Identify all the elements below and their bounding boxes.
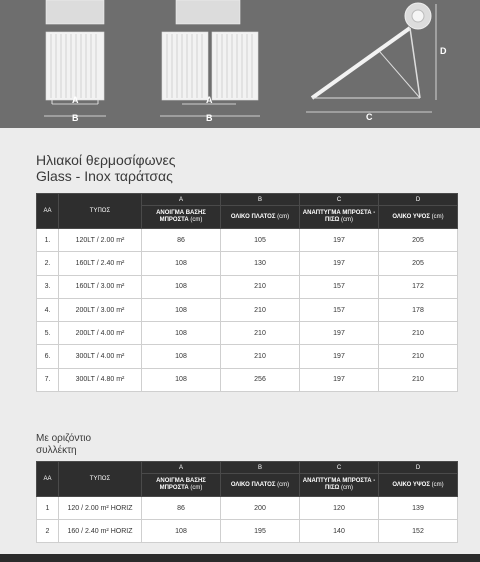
- header-col-b: ΟΛΙΚΟ ΠΛΑΤΟΣ (cm): [221, 474, 300, 497]
- table-row: [37, 275, 458, 298]
- header-letter-a: A: [142, 194, 221, 206]
- cell-b: 130: [221, 252, 300, 275]
- section-title-line1: Με οριζόντιο: [36, 433, 92, 444]
- cell-a: 108: [142, 298, 221, 321]
- header-type: ΤΥΠΟΣ: [59, 194, 142, 229]
- cell-d: 210: [379, 368, 458, 391]
- cell-aa: 1.: [37, 229, 59, 252]
- cell-d: 139: [379, 497, 458, 520]
- table-row: [37, 252, 458, 275]
- cell-d: 152: [379, 520, 458, 543]
- header-aa: AA: [37, 194, 59, 229]
- cell-aa: 6.: [37, 345, 59, 368]
- header-col-d: ΟΛΙΚΟ ΥΨΟΣ (cm): [379, 474, 458, 497]
- cell-b: 210: [221, 322, 300, 345]
- cell-d: 210: [379, 345, 458, 368]
- table-row: [37, 368, 458, 391]
- header-letter-d: D: [379, 462, 458, 474]
- cell-a: 108: [142, 345, 221, 368]
- cell-c: 120: [300, 497, 379, 520]
- cell-b: 210: [221, 275, 300, 298]
- cell-b: 256: [221, 368, 300, 391]
- label-a: A: [72, 95, 79, 105]
- specs-table-horizontal: [36, 461, 458, 543]
- single-collector-unit: [44, 0, 106, 123]
- dimension-diagram: [0, 0, 480, 128]
- cell-a: 108: [142, 368, 221, 391]
- cell-aa: 4.: [37, 298, 59, 321]
- cell-type: 120LT / 2.00 m²: [59, 229, 142, 252]
- section-title-horizontal: [36, 433, 91, 457]
- label-c: C: [366, 112, 373, 122]
- section-title-line1: Ηλιακοί θερμοσίφωνες: [36, 152, 176, 168]
- cell-c: 197: [300, 252, 379, 275]
- cell-d: 172: [379, 275, 458, 298]
- cell-aa: 3.: [37, 275, 59, 298]
- cell-c: 157: [300, 275, 379, 298]
- header-col-a: ΑΝΟΙΓΜΑ ΒΑΣΗΣ ΜΠΡΟΣΤΑ (cm): [142, 206, 221, 229]
- cell-d: 205: [379, 229, 458, 252]
- cell-aa: 1: [37, 497, 59, 520]
- header-col-d: ΟΛΙΚΟ ΥΨΟΣ (cm): [379, 206, 458, 229]
- header-aa: AA: [37, 462, 59, 497]
- cell-type: 300LT / 4.80 m²: [59, 368, 142, 391]
- table-row: [37, 497, 458, 520]
- footer-bar: [0, 554, 480, 562]
- section-title-glass-inox: [36, 152, 176, 184]
- cell-c: 197: [300, 345, 379, 368]
- cell-type: 160LT / 2.40 m²: [59, 252, 142, 275]
- cell-a: 108: [142, 520, 221, 543]
- table-row: [37, 520, 458, 543]
- header-type: ΤΥΠΟΣ: [59, 462, 142, 497]
- cell-aa: 5.: [37, 322, 59, 345]
- cell-b: 210: [221, 345, 300, 368]
- table-row: [37, 229, 458, 252]
- cell-type: 200LT / 4.00 m²: [59, 322, 142, 345]
- table-row: [37, 322, 458, 345]
- cell-c: 197: [300, 368, 379, 391]
- cell-d: 210: [379, 322, 458, 345]
- cell-a: 108: [142, 322, 221, 345]
- cell-c: 197: [300, 322, 379, 345]
- cell-b: 210: [221, 298, 300, 321]
- cell-type: 120 / 2.00 m² HORIZ: [59, 497, 142, 520]
- table-row: [37, 345, 458, 368]
- label-b-2: B: [206, 113, 213, 123]
- cell-type: 160LT / 3.00 m²: [59, 275, 142, 298]
- cell-c: 197: [300, 229, 379, 252]
- cell-d: 205: [379, 252, 458, 275]
- header-col-c: ΑΝΑΠΤΥΓΜΑ ΜΠΡΟΣΤΑ - ΠΙΣΩ (cm): [300, 474, 379, 497]
- cell-a: 86: [142, 497, 221, 520]
- header-col-b: ΟΛΙΚΟ ΠΛΑΤΟΣ (cm): [221, 206, 300, 229]
- cell-aa: 7.: [37, 368, 59, 391]
- header-letter-b: B: [221, 194, 300, 206]
- hero-diagram: [0, 0, 480, 128]
- label-a-2: A: [206, 95, 213, 105]
- section-title-line2: συλλέκτη: [36, 445, 77, 456]
- cell-type: 200LT / 3.00 m²: [59, 298, 142, 321]
- header-letter-d: D: [379, 194, 458, 206]
- cell-aa: 2.: [37, 252, 59, 275]
- section-title-line2: Glass - Inox ταράτσας: [36, 168, 173, 184]
- double-collector-unit: [160, 0, 260, 123]
- cell-a: 108: [142, 252, 221, 275]
- header-letter-a: A: [142, 462, 221, 474]
- cell-type: 300LT / 4.00 m²: [59, 345, 142, 368]
- cell-a: 108: [142, 275, 221, 298]
- header-col-a: ΑΝΟΙΓΜΑ ΒΑΣΗΣ ΜΠΡΟΣΤΑ (cm): [142, 474, 221, 497]
- cell-d: 178: [379, 298, 458, 321]
- table-row: [37, 298, 458, 321]
- header-letter-b: B: [221, 462, 300, 474]
- header-letter-c: C: [300, 194, 379, 206]
- cell-c: 140: [300, 520, 379, 543]
- label-b: B: [72, 113, 79, 123]
- specs-table-rooftop: [36, 193, 458, 392]
- cell-b: 200: [221, 497, 300, 520]
- cell-b: 105: [221, 229, 300, 252]
- side-view-unit: [306, 3, 447, 122]
- cell-aa: 2: [37, 520, 59, 543]
- cell-a: 86: [142, 229, 221, 252]
- cell-c: 157: [300, 298, 379, 321]
- header-letter-c: C: [300, 462, 379, 474]
- label-d: D: [440, 46, 447, 56]
- cell-type: 160 / 2.40 m² HORIZ: [59, 520, 142, 543]
- cell-b: 195: [221, 520, 300, 543]
- header-col-c: ΑΝΑΠΤΥΓΜΑ ΜΠΡΟΣΤΑ - ΠΙΣΩ (cm): [300, 206, 379, 229]
